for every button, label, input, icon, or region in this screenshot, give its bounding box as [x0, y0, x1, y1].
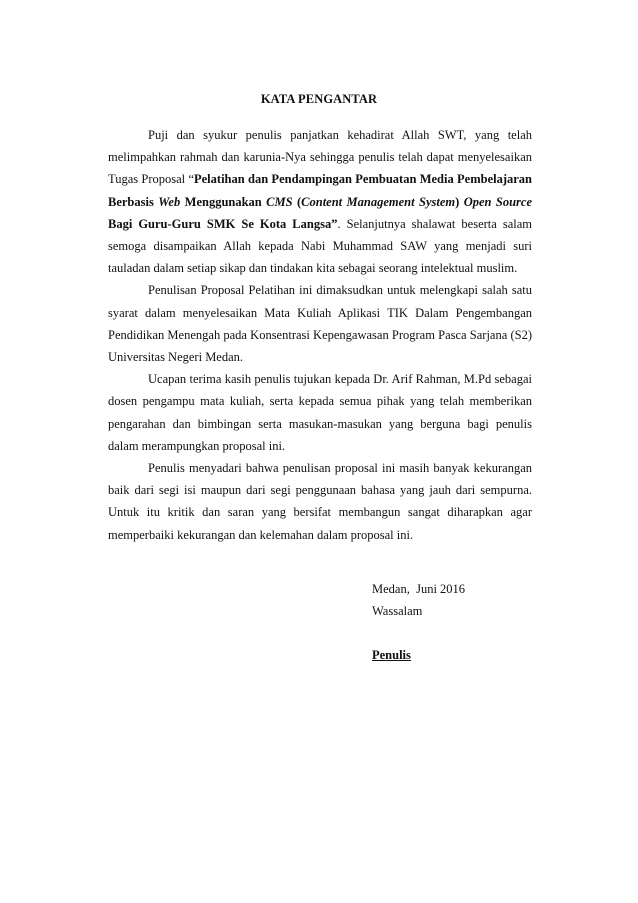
- paragraph-3: Ucapan terima kasih penulis tujukan kepada Dr. Arif Rahman, M.Pd sebagai dosen pengampu mata kuliah, serta kepada semua pihak yang telah memberikan pengarahan dan bimbingan serta masukan-masukan yang berguna bagi penulis dalam merampungkan proposal ini.: [108, 372, 532, 453]
- paragraph-4: Penulis menyadari bahwa penulisan proposal ini masih banyak kekurangan baik dari segi isi maupun dari segi penggunaan bahasa yang jauh dari sempurna. Untuk itu kritik dan saran yang bersifat membangun sangat diharapkan agar memperbaiki kekurangan dan kelemahan dalam proposal ini.: [108, 461, 532, 542]
- paragraph-2: Penulisan Proposal Pelatihan ini dimaksudkan untuk melengkapi salah satu syarat dalam menyelesaikan Mata Kuliah Aplikasi TIK Dalam Pengembangan Pendidikan Menengah pada Konsentrasi Kepengawasan Program Pasca Sarjana (S2) Universitas Negeri Medan.: [108, 283, 532, 365]
- document-body: [108, 124, 532, 546]
- signature-name: Penulis: [372, 648, 411, 662]
- signature-closing: Wassalam: [372, 604, 423, 618]
- signature-place-date: Medan, Juni 2016: [372, 582, 466, 596]
- proposal-title-part-4: ): [455, 194, 464, 209]
- proposal-title-part-5: Bagi Guru-Guru SMK Se Kota Langsa”: [108, 216, 338, 231]
- proposal-title-cms-full: Content Management System: [301, 194, 456, 209]
- proposal-title-part-1: Pelatihan dan Pendampingan Pembuatan Media Pembelajaran Berbasis: [108, 172, 532, 209]
- signature-spacer: [372, 622, 465, 644]
- proposal-title-part-2: Menggunakan: [180, 194, 267, 209]
- paragraph-1: [108, 124, 532, 279]
- paragraph-1-text-after: . Selanjutnya shalawat beserta salam semoga disampaikan Allah kepada Nabi Muhammad SAW yang menjadi suri tauladan dalam setiap sikap dan tindakan kita sebagai seorang intelektual muslim.: [108, 216, 532, 276]
- proposal-title-cms: CMS: [266, 194, 293, 209]
- proposal-title-web: Web: [158, 194, 181, 209]
- proposal-title-open-source: Open Source: [463, 194, 532, 209]
- signature-block: [372, 578, 465, 666]
- paragraph-1-text-before: Puji dan syukur penulis panjatkan kehadirat Allah SWT, yang telah melimpahkan rahmah dan karunia-Nya sehingga penulis telah dapat menyelesaikan Tugas Proposal “: [108, 128, 532, 187]
- proposal-title-part-3: (: [292, 194, 302, 209]
- page-title: KATA PENGANTAR: [260, 92, 378, 106]
